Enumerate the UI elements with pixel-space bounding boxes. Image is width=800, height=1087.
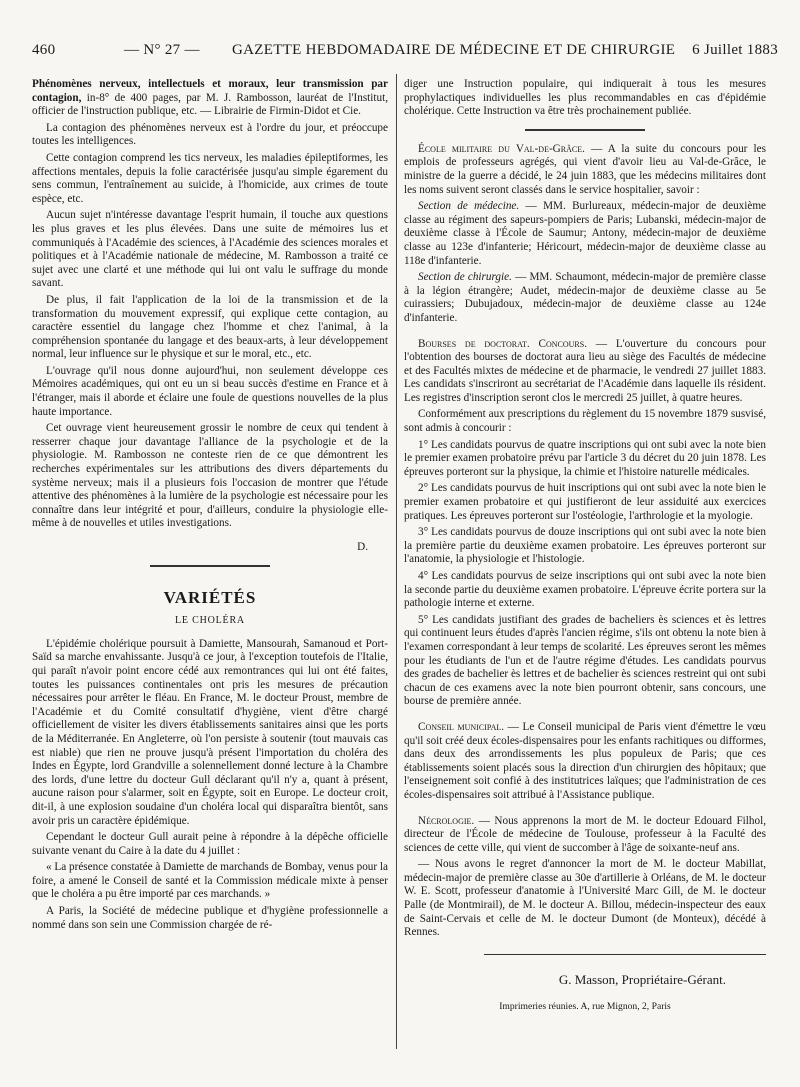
review-paragraph: De plus, il fait l'application de la loi de la transmission et de la transformation du mouvement expressif, qui explique cette contagion, au caractère essentiel du langage chez l'homme et chez l'animal, à la compréhension spontanée du langage et des beaux-arts, à leur développement normal, leur influence sur le physique et sur le moral, etc., etc. (32, 293, 388, 361)
review-paragraph: Aucun sujet n'intéresse davantage l'esprit humain, il touche aux questions les plus graves et les plus élevées. Dans une suite de mémoires lus et communiqués à l'Académie des sciences, à l'Académie des sciences morales et politiques et à l'Académie nationale de médecine, M. Rambosson a traité ce sujet avec une clarté et une méthode qui lui ont valu le suffrage du monde savant. (32, 209, 388, 290)
valdegrace-paragraph (404, 143, 766, 197)
cholera-paragraph: « La présence constatée à Damiette de marchands de Bombay, venus pour la foire, a amené le Conseil de santé et la Commission médicale mixte à penser que le choléra a pu être importé par ces marchands. » (32, 861, 388, 901)
conseil-text: — Le Conseil municipal de Paris vient d'émettre le vœu qu'il soit créé deux écoles-dispensaires pour les enfants rachitiques ou difformes, dans deux des arrondissements les plus populeux de Paris; que ces établissements soient placés sous la direction d'un chirurgien des hôpitaux; que l'enseignement soit confié à des institutrices laïques; que l'administration de ces écoles-dispensaires soit attribué à l'Assistance publique. (404, 720, 766, 801)
review-signature: D. (357, 541, 368, 553)
conseil-paragraph (404, 721, 766, 803)
section-rule (525, 129, 645, 131)
review-paragraph: La contagion des phénomènes nerveux est à l'ordre du jour, et préoccupe toutes les intelligences. (32, 121, 388, 148)
review-paragraph: Cet ouvrage vient heureusement grossir le nombre de ceux qui tendent à resserrer chaque jour davantage l'alliance de la psychologie et de la physiologie. M. Rambosson ne conteste rien de ce que démontrent les recherches expérimentales sur les attributions des divers départements du système nerveux; mais il a plusieurs fois l'occasion de montrer que l'étude attentive des phénomènes à la lumière de la psychologie est nécessaire pour les connaître dans leur intégrité et pour, d'ailleurs, conduire la physiologie elle-même à de nouvelles et utiles investigations. (32, 422, 388, 530)
book-review-heading (32, 78, 388, 119)
owner-rule (484, 954, 766, 955)
medecine-paragraph (404, 200, 766, 268)
issue-date: 6 Juillet 1883 (692, 42, 778, 58)
left-column (32, 78, 388, 935)
section-title: VARIÉTÉS (163, 587, 257, 607)
cholera-paragraph: L'épidémie cholérique poursuit à Damiette, Mansourah, Samanoud et Port-Saïd sa marche envahissante. Jusqu'à ce jour, à l'exception toutefois de l'Italie, qui paraît n'avoir point encore cédé aux remontrances qui lui ont été faites, toutes les puissances continentales ont pris les mesures de précaution nécessaires pour arrêter le fléau. En France, M. le docteur Proust, membre de l'Académie et du Comité consultatif d'hygiène, vient d'être chargé officiellement de visiter les divers établissements sanitaires ainsi que les ports de la Méditerranée. En Angleterre, où l'on persiste à soutenir (tout mauvais cas est niable) que rien ne prouve jusqu'à présent l'importation du choléra des Indes en Égypte, lord Grandville a solennellement donné lecture à la Chambre des lords, d'une lettre du docteur Gull déclarant qu'il n'y a, quant à présent, aucune raison pour s'alarmer, soit en Égypte, soit en Europe. Le docteur croit, dit-il, à une explosion soudaine d'un choléra local qui disparaîtra bientôt, sans avoir pris un caractère épidémique. (32, 637, 388, 827)
bourses-text: — L'ouverture du concours pour l'obtention des bourses de doctorat aura lieu au siège des Facultés de médecine et des Facultés mixtes de médecine et de pharmacie, le vendredi 27 juillet 1883. Les candidats s'inscriront au secrétariat de l'Académie dans laquelle ils résident. Les registres d'inscription seront clos le mercredi 25 juillet, à quatre heures. (404, 337, 767, 404)
column-divider (396, 74, 397, 1049)
bourses-paragraph: 2° Les candidats pourvus de huit inscriptions qui ont subi avec la note bien le premier examen probatoire et qui justifieront de leur assiduité aux exercices pratiques. Les épreuves porteront sur l'ostéologie, l'arthrologie et la myologie. (404, 482, 766, 522)
review-title: Phénomènes nerveux, intellectuels et moraux, leur transmission par contagion, (32, 78, 388, 104)
bourses-paragraph: 3° Les candidats pourvus de douze inscriptions qui ont subi avec la note bien la première partie du deuxième examen probatoire. Les épreuves porteront sur l'anatomie, la physiologie et l'histologie. (404, 526, 766, 566)
issue-number: — N° 27 — (124, 42, 200, 58)
review-meta: in-8° de 400 pages, par M. J. Rambosson, lauréat de l'Institut, officier de l'instruction publique, etc. — Librairie de Firmin-Didot et Cie. (32, 91, 389, 118)
owner-signature: G. Masson, Propriétaire-Gérant. (558, 971, 726, 987)
necrologie-text: — Nous apprenons la mort de M. le docteur Edouard Filhol, directeur de l'École de médecine de Toulouse, professeur à la Faculté des sciences de cette ville, qui vient de succomber à l'âge de soixante-neuf ans. (404, 814, 766, 854)
cholera-continuation: diger une Instruction populaire, qui indiquerait à tous les mesures prophylactiques individuelles les plus recommandables en cas d'épidémie cholérique. Cette Instruction va être très prochainement publiée. (404, 78, 766, 118)
bourses-paragraph: 4° Les candidats pourvus de seize inscriptions qui ont subi avec la note bien la seconde partie du deuxième examen probatoire. L'épreuve écrite portera sur la pathologie interne et externe. (404, 570, 766, 610)
bourses-paragraph: 5° Les candidats justifiant des grades de bacheliers ès sciences et ès lettres qui continuent leurs études d'après l'ancien régime, s'ils ont obtenu la note bien à l'examen correspondant à leur temps de scolarité. Les épreuves seront les mêmes pour les étudiants de l'un et de l'autre régime d'études. Les candidats pourvus des grades de bachelier ès lettres et de bachelier ès sciences restreint qui ont subi chacun de ces examens avec la note bien pourront obtenir, sans concours, une bourse de première année. (404, 613, 766, 708)
medecine-text: — MM. Burlureaux, médecin-major de deuxième classe au régiment des sapeurs-pompiers de Paris; Lubanski, médecin-major de deuxième classe à l'École de Saumur; Antony, médecin-major de deuxième classe au 123e d'infanterie; Héricourt, médecin-major de deuxième classe au 118e d'infanterie. (404, 200, 766, 267)
page-header (32, 42, 778, 64)
chirurgie-heading: Section de chirurgie. (418, 271, 512, 284)
bourses-paragraph: Conformément aux prescriptions du règlement du 15 novembre 1879 susvisé, sont admis à concourir : (404, 408, 766, 435)
chirurgie-paragraph (404, 271, 766, 325)
bourses-paragraph: 1° Les candidats pourvus de quatre inscriptions qui ont subi avec la note bien le premier examen probatoire prévu par l'article 3 du décret du 20 juin 1878. Les épreuves porteront sur la physique, la chimie et l'histoire naturelle médicales. (404, 438, 766, 478)
conseil-heading: Conseil municipal. (418, 720, 505, 733)
bourses-heading: Bourses de doctorat. Concours. (418, 337, 588, 350)
review-paragraph: Cette contagion comprend les tics nerveux, les maladies épileptiformes, les affections mentales, depuis la folie caractérisée jusqu'au simple égarement du sens commun, l'entraînement au suicide, à l'homicide, aux crimes de toute espèce, etc. (32, 151, 388, 205)
valdegrace-heading: École militaire du Val-de-Grâce. (418, 142, 585, 155)
necrologie-paragraph: — Nous avons le regret d'annoncer la mort de M. le docteur Mabillat, médecin-major de première classe au 30e d'artillerie à Orléans, de M. le docteur W. E. Scott, professeur d'anatomie à l'Université Marc Gill, de M. le docteur Palle (de Montmirail), de M. le docteur A. Billou, médecin-inspecteur des eaux de Saint-Cervais et celle de M. le docteur Dumont (de Monteux), décédé à Rennes. (404, 858, 766, 939)
valdegrace-text: — A la suite du concours pour les emplois de professeurs agrégés, qui vient d'avoir lieu au Val-de-Grâce, le ministre de la guerre a décidé, le 24 juin 1883, que les médecins militaires dont les noms suivent seront classés dans le service hospitalier, savoir : (404, 142, 766, 196)
right-column (404, 78, 766, 1014)
section-rule (150, 565, 270, 567)
chirurgie-text: — MM. Schaumont, médecin-major de première classe à la légion étrangère; Audet, médecin-major de deuxième classe au 5e cuirassiers; Dubujadoux, médecin-major de deuxième classe au 124e d'infanterie. (404, 271, 766, 324)
printer-imprint: Imprimeries réunies. A, rue Mignon, 2, Paris (499, 1001, 671, 1013)
review-paragraph: L'ouvrage qu'il nous donne aujourd'hui, non seulement développe ces Mémoires académiques, qui ont eu un si beau succès d'estime en France et à l'étranger, mais il aborde et éclaire une foule de questions nouvelles de la plus haute importance. (32, 364, 388, 418)
necrologie-paragraph (404, 815, 766, 856)
page-number: 460 (32, 42, 56, 58)
necrologie-heading: Nécrologie. (418, 814, 475, 827)
cholera-paragraph: A Paris, la Société de médecine publique et d'hygiène professionnelle a nommé dans son sein une Commission chargée de ré- (32, 905, 388, 931)
journal-title: GAZETTE HEBDOMADAIRE DE MÉDECINE ET DE CHIRURGIE (232, 42, 676, 58)
subsection-title: LE CHOLÉRA (175, 615, 245, 627)
cholera-paragraph: Cependant le docteur Gull aurait peine à répondre à la dépêche officielle suivante venant du Caire à la date du 4 juillet : (32, 831, 388, 857)
bourses-paragraph (404, 338, 766, 406)
medecine-heading: Section de médecine. (418, 200, 520, 213)
